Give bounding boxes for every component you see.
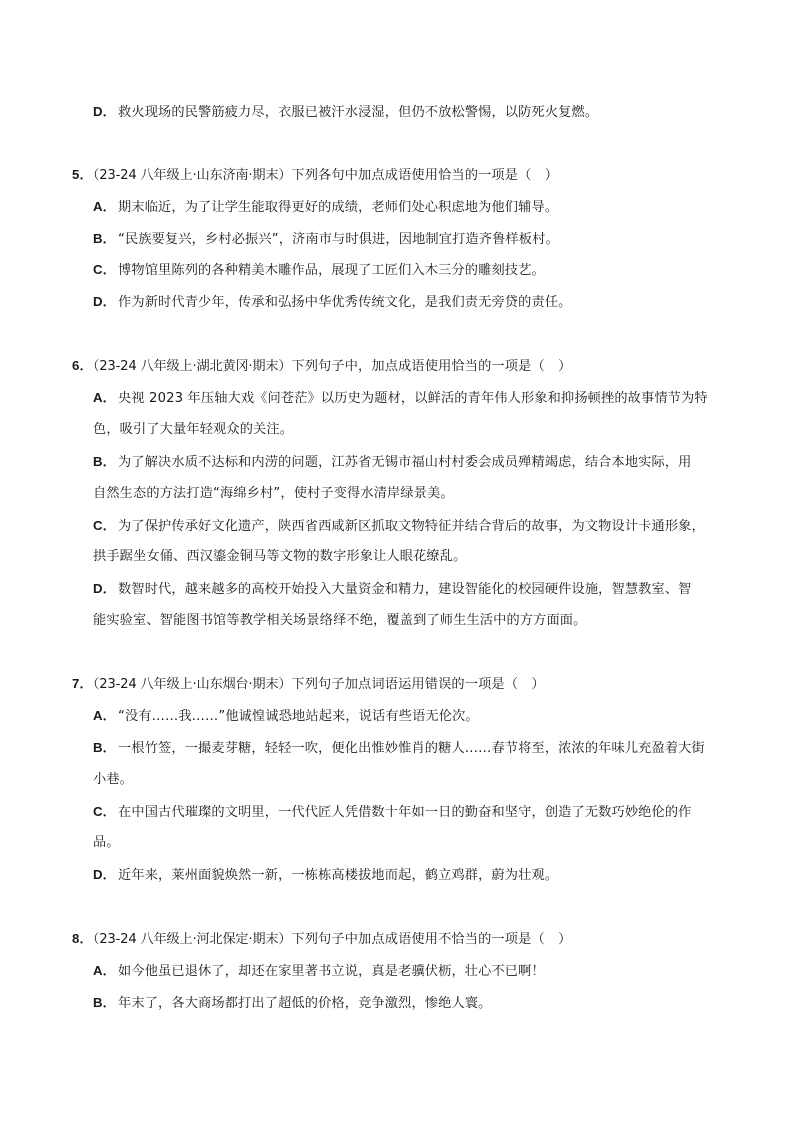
option-line xyxy=(93,390,708,407)
option-line xyxy=(93,708,479,725)
option-letter: B． xyxy=(93,740,117,755)
option-letter: D． xyxy=(93,581,117,596)
option-text: “没有……我……”他诚惶诚恐地站起来，说话有些语无伦次。 xyxy=(118,709,479,724)
option-line xyxy=(93,581,692,598)
option-line xyxy=(93,740,705,757)
option-line xyxy=(93,262,545,279)
option-letter: A． xyxy=(93,963,117,978)
question-number: 7． xyxy=(72,676,93,691)
option-text: 色，吸引了大量年轻观众的关注。 xyxy=(93,422,294,437)
option-text: 小巷。 xyxy=(93,772,134,787)
option-line xyxy=(93,454,692,471)
option-text: 近年来，莱州面貌焕然一新，一栋栋高楼拔地而起，鹤立鸡群，蔚为壮观。 xyxy=(118,868,559,883)
question-source: （23-24 八年级上·山东济南·期末） xyxy=(92,168,292,183)
option-line xyxy=(93,804,692,821)
option-letter: B． xyxy=(93,454,117,469)
question-stem-7 xyxy=(72,676,545,693)
option-text: “民族要复兴，乡村必振兴”，济南市与时俱进，因地制宜打造齐鲁样板村。 xyxy=(118,232,559,247)
option-text: 在中国古代璀璨的文明里，一代代匠人凭借数十年如一日的勤奋和坚守，创造了无数巧妙绝伦的作 xyxy=(118,805,692,820)
option-letter: A． xyxy=(93,390,117,405)
option-text: 救火现场的民警筋疲力尽，衣服已被汗水浸湿，但仍不放松警惕，以防死火复燃。 xyxy=(118,105,599,120)
option-continuation xyxy=(93,486,454,502)
question-source: （23-24 八年级上·河北保定·期末） xyxy=(92,932,292,947)
option-text: 为了保护传承好文化遗产，陕西省西咸新区抓取文物特征并结合背后的故事，为文物设计卡通形象， xyxy=(118,519,705,534)
option-text: 博物馆里陈列的各种精美木雕作品，展现了工匠们入木三分的雕刻技艺。 xyxy=(118,263,545,278)
option-text: 为了解决水质不达标和内涝的问题，江苏省无锡市福山村村委会成员殚精竭虑，结合本地实际，用 xyxy=(118,455,692,470)
option-letter: C． xyxy=(93,518,117,533)
option-letter: A． xyxy=(93,708,117,723)
option-text: 数智时代，越来越多的高校开始投入大量资金和精力，建设智能化的校园硬件设施，智慧教室、智 xyxy=(118,582,692,597)
option-text: 自然生态的方法打造“海绵乡村”，使村子变得水清岸绿景美。 xyxy=(93,486,454,501)
question-stem-6 xyxy=(72,358,571,375)
option-continuation xyxy=(93,835,120,851)
option-line xyxy=(93,104,598,121)
option-text: 央视 2023 年压轴大戏《问苍茫》以历史为题材，以鲜活的青年伟人形象和抑扬顿挫的故事情节为特 xyxy=(118,391,708,406)
option-line xyxy=(93,199,558,216)
option-continuation xyxy=(93,422,293,438)
question-text: 下列句子中，加点成语使用恰当的一项是（ ） xyxy=(291,359,572,374)
option-text: 品。 xyxy=(93,835,120,850)
option-text: 期末临近，为了让学生能取得更好的成绩，老师们处心积虑地为他们辅导。 xyxy=(118,200,559,215)
option-letter: C． xyxy=(93,804,117,819)
option-letter: B． xyxy=(93,231,117,246)
question-number: 8． xyxy=(72,931,93,946)
option-line xyxy=(93,231,559,248)
option-text: 一根竹签，一撮麦芽糖，轻轻一吹，便化出惟妙惟肖的糖人……春节将至，浓浓的年味儿充盈着大街 xyxy=(118,741,705,756)
option-letter: D． xyxy=(93,294,117,309)
question-text: 下列句子加点词语运用错误的一项是（ ） xyxy=(291,677,545,692)
question-number: 5． xyxy=(72,167,93,182)
question-stem-8 xyxy=(72,931,571,948)
question-source: （23-24 八年级上·山东烟台·期末） xyxy=(92,677,292,692)
option-line xyxy=(93,963,545,980)
option-line xyxy=(93,995,491,1012)
option-text: 拱手踞坐女俑、西汉鎏金铜马等文物的数字形象让人眼花缭乱。 xyxy=(93,549,467,564)
question-text: 下列各句中加点成语使用恰当的一项是（ ） xyxy=(291,168,559,183)
option-line xyxy=(93,867,558,884)
question-number: 6． xyxy=(72,358,93,373)
option-continuation xyxy=(93,613,586,629)
question-source: （23-24 八年级上·湖北黄冈·期末） xyxy=(92,359,292,374)
option-text: 如今他虽已退休了，却还在家里著书立说，真是老骥伏枥，壮心不已啊！ xyxy=(118,964,545,979)
option-text: 作为新时代青少年，传承和弘扬中华优秀传统文化，是我们责无旁贷的责任。 xyxy=(118,295,572,310)
option-letter: B． xyxy=(93,995,117,1010)
question-stem-5 xyxy=(72,167,558,184)
option-letter: D． xyxy=(93,104,117,119)
question-text: 下列句子中加点成语使用不恰当的一项是（ ） xyxy=(291,932,572,947)
option-line xyxy=(93,294,572,311)
option-text: 年末了，各大商场都打出了超低的价格，竞争激烈，惨绝人寰。 xyxy=(118,996,492,1011)
option-letter: C． xyxy=(93,262,117,277)
option-letter: D． xyxy=(93,867,117,882)
option-line xyxy=(93,518,705,535)
option-text: 能实验室、智能图书馆等教学相关场景络绎不绝，覆盖到了师生生活中的方方面面。 xyxy=(93,613,587,628)
option-continuation xyxy=(93,549,466,565)
option-continuation xyxy=(93,772,133,788)
option-letter: A． xyxy=(93,199,117,214)
